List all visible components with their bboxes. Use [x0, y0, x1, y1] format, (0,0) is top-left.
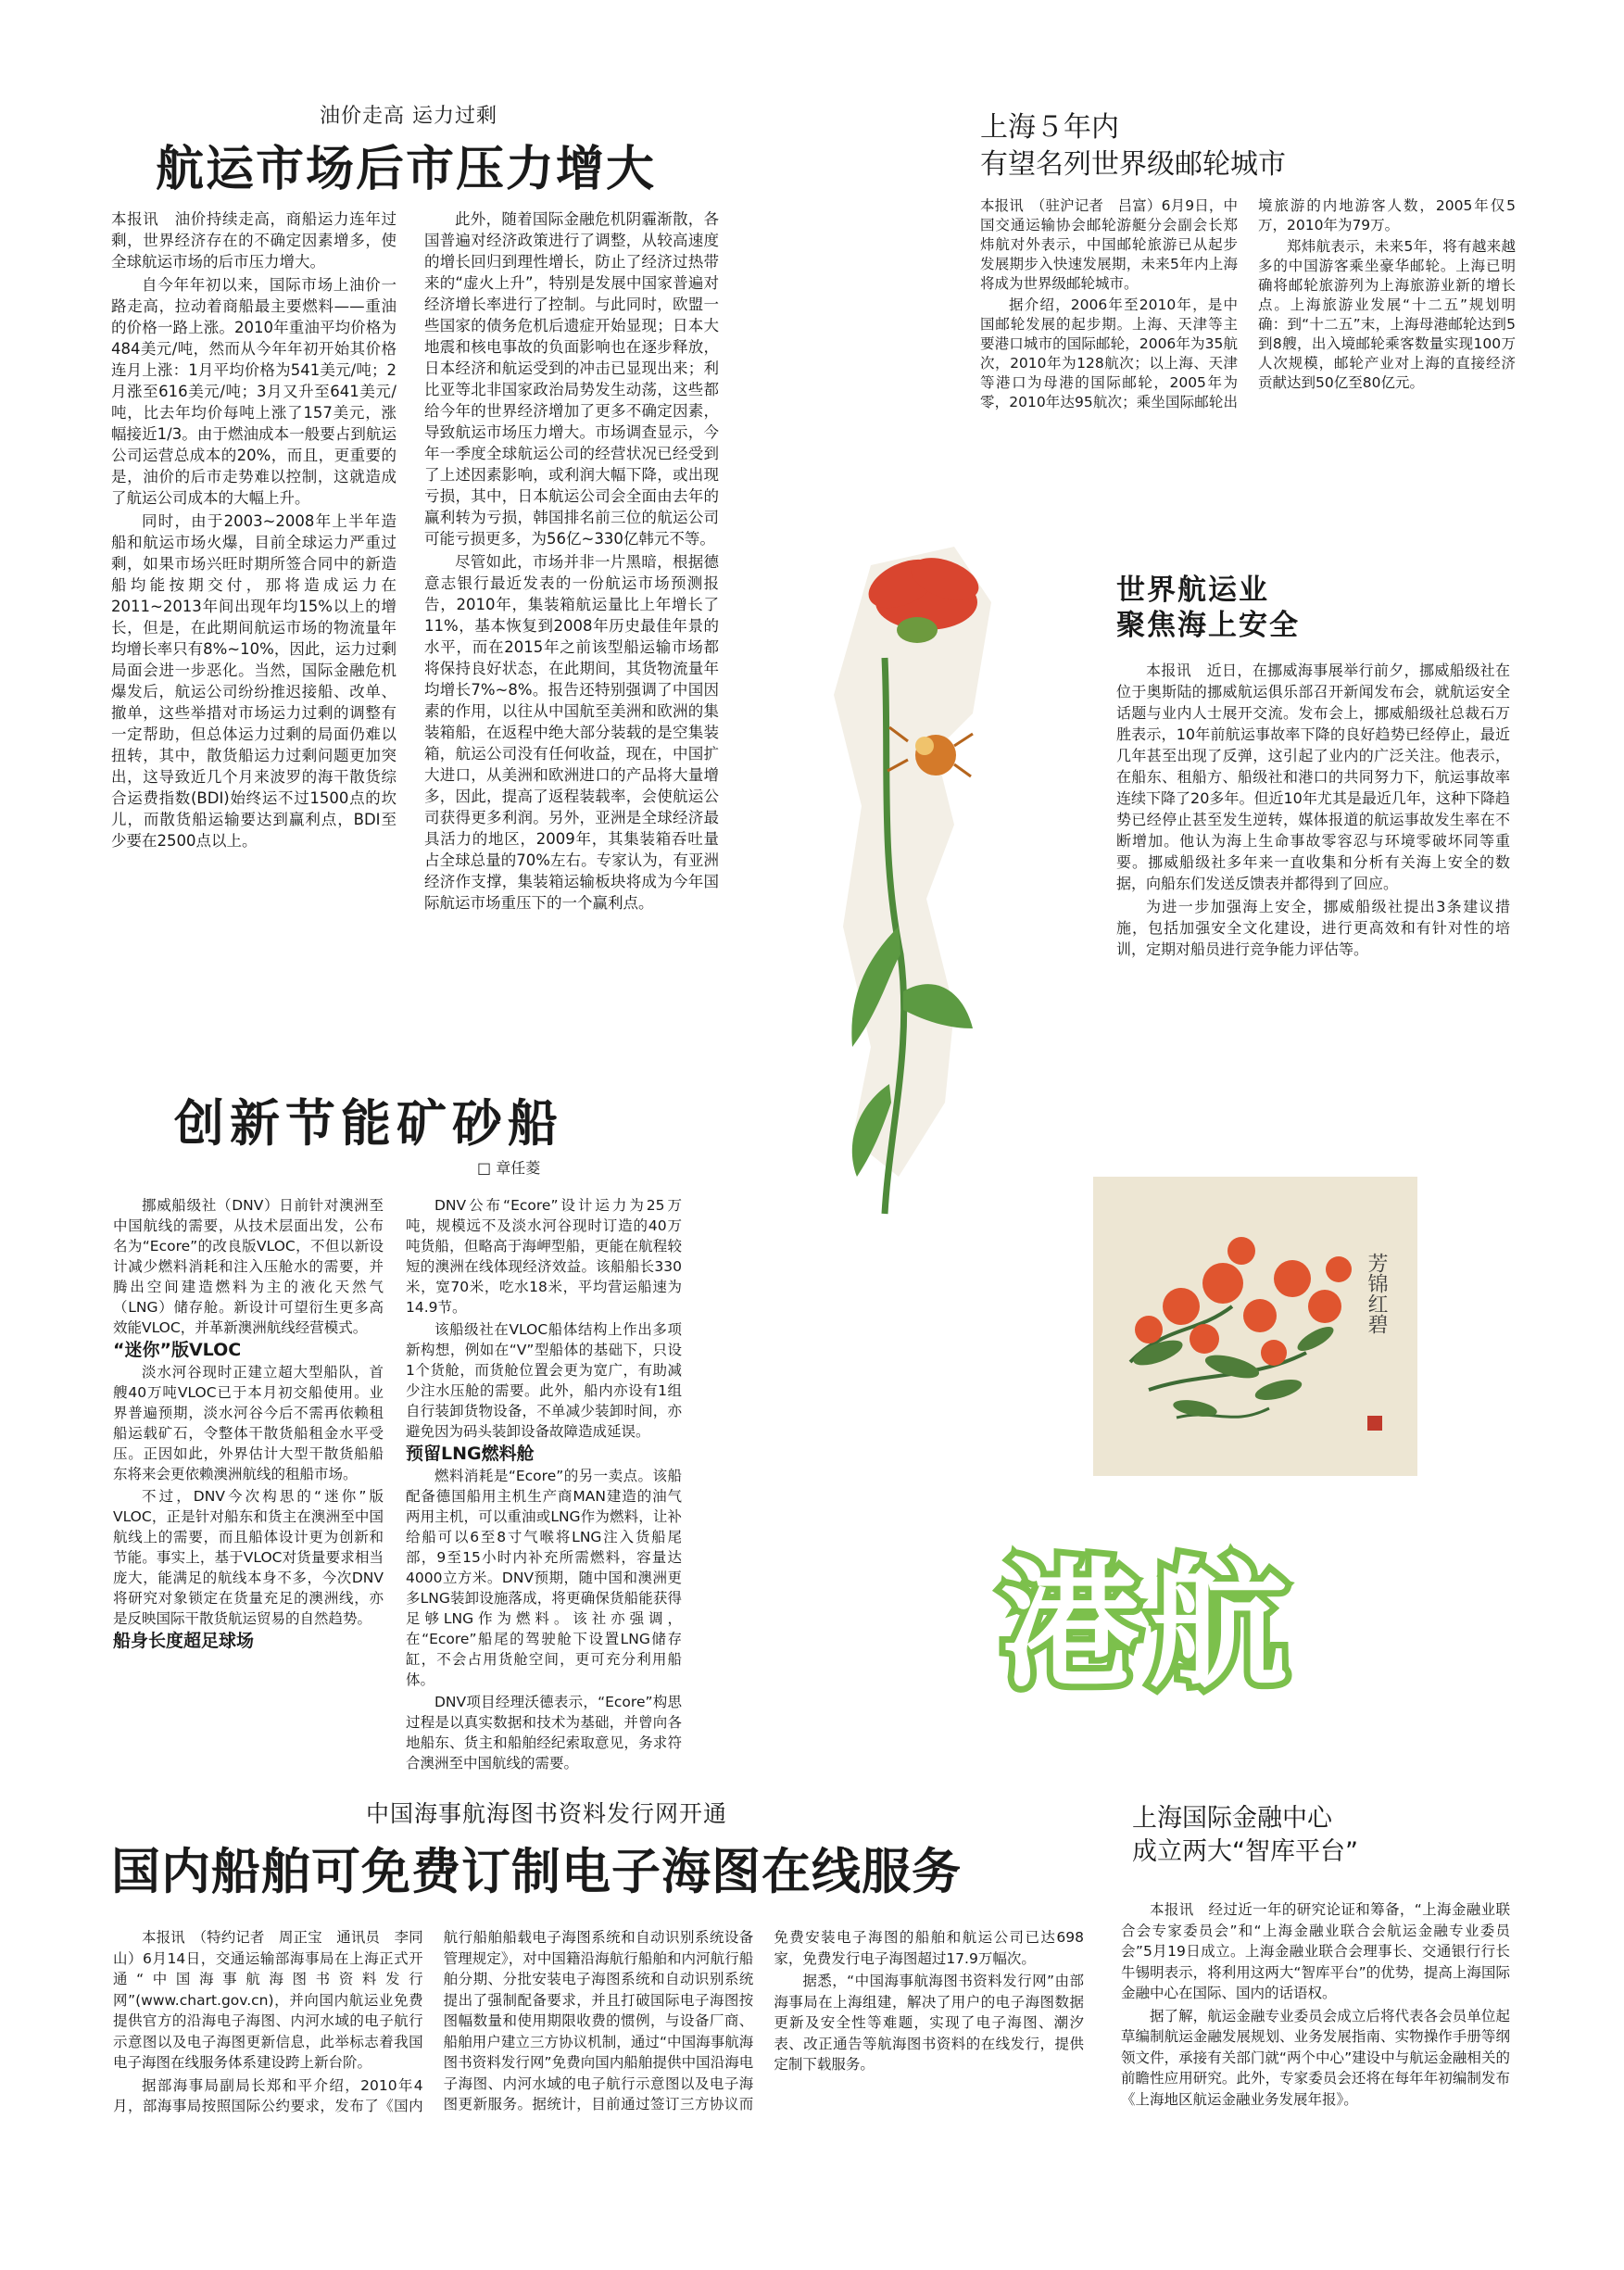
article4-subheading: “迷你”版VLOC [113, 1340, 242, 1360]
article2-title-line1: 上海５年内 [980, 111, 1119, 144]
chrysanthemum-illustration [815, 528, 1001, 1232]
article1-paragraph: 此外，随着国际金融危机阴霾渐散，各国普遍对经济政策进行了调整，从较高速度的增长回归到理性增长，防止了经济过热带来的“虚火上升”，特别是发展中国家普遍对经济增长率进行了控制。与此同时，欧盟一些国家的债务危机后遗症开始显现；日本大地震和核电事故的负面影响也在逐步释放，日本经济和航运受到的冲击已显现出来；利比亚等北非国家政治局势发生动荡，这些都给今年的世界经济增加了更多不确定因素，导致航运市场压力增大。市场调查显示，今年一季度全球航运公司的经营状况已经受到了上述因素影响，或利润大幅下降，或出现亏损，其中，日本航运公司会全面由去年的赢利转为亏损，韩国排名前三位的航运公司可能亏损更多，为56亿~330亿韩元不等。 [424, 210, 719, 548]
article6-title [1132, 1802, 1358, 1869]
article6-body [1121, 1899, 1510, 2251]
painting-seal [1367, 1416, 1382, 1431]
article6-title-line2: 成立两大“智库平台” [1132, 1837, 1358, 1866]
article2-paragraph: 本报讯 （驻沪记者 吕富）6月9日，中国交通运输协会邮轮游艇分会副会长郑炜航对外表示，中国邮轮旅游已从起步发展期步入快速发展期，未来5年内上海将成为世界级邮轮城市。 [980, 197, 1238, 292]
article4-byline: □ 章任菱 [477, 1159, 541, 1177]
article3-title [1116, 573, 1300, 643]
article6-title-line1: 上海国际金融中心 [1132, 1804, 1332, 1833]
article4-paragraph: DNV公布“Ecore”设计运力为25万吨，规模远不及淡水河谷现时订造的40万吨货船，但略高于海岬型船，更能在航程较短的澳洲在线体现经济效益。该船船长330米，宽70米，吃水18米，平均营运船速为14.9节。 [406, 1197, 682, 1316]
article2-body [980, 196, 1516, 439]
section-logo: 港航 [1001, 1545, 1298, 1707]
flower-painting [1093, 1177, 1417, 1476]
article3-body [1116, 660, 1510, 1060]
article2-title [980, 109, 1286, 183]
article5-title: 国内船舶可免费订制电子海图在线服务 [111, 1843, 962, 1900]
article2-paragraph: 据介绍，2006年至2010年，是中国邮轮发展的起步期。上海、天津等主要港口城市的国际邮轮，2006年为35航次，2010年为128航次；以上海、天津等港口为母港的国际邮轮，2005年为零，2010年达95航次；乘坐国际邮轮出境旅游的内地游客人数，2005年仅5万，2010年为79万。 [980, 197, 1516, 410]
article1-paragraph: 尽管如此，市场并非一片黑暗，根据德意志银行最近发表的一份航运市场预测报告，2010年，集装箱航运量比上年增长了11%，基本恢复到2008年历史最佳年景的水平，而在2015年之前该型船运输市场都将保持良好状态，在此期间，其货物流量年均增长7%~8%。报告还特别强调了中国因素的作用，以往从中国航至美洲和欧洲的集装箱船，在返程中绝大部分装载的是空集装箱，航运公司没有任何收益，现在，中国扩大进口，从美洲和欧洲进口的产品将大量增多，因此，提高了返程装载率，会使航运公司获得更多利润。另外，亚洲是全球经济最具活力的地区，2009年，其集装箱吞吐量占全球总量的70%左右。专家认为，有亚洲经济作支撑，集装箱运输板块将成为今年国际航运市场重压下的一个赢利点。 [424, 553, 719, 912]
article1-col1 [111, 208, 397, 1015]
article1-paragraph: 自今年年初以来，国际市场上油价一路走高，拉动着商船最主要燃料——重油的价格一路上涨。2010年重油平均价格为484美元/吨，然而从今年年初开始其价格连月上涨：1月平均价格为541美元/吨；2月涨至616美元/吨；3月又升至641美元/吨，比去年均价每吨上涨了157美元，涨幅接近1/3。由于燃油成本一般要占到航运公司运营总成本的20%，而且，更重要的是，油价的后市走势难以控制，这就造成了航运公司成本的大幅上升。 [111, 276, 397, 507]
article4-col1 [113, 1195, 384, 1751]
article4-paragraph: 燃料消耗是“Ecore”的另一卖点。该船配备德国船用主机生产商MAN建造的油气两用主机，可以重油或LNG作为燃料，让补给船可以6至8寸气喉将LNG注入货船尾部，9至15小时内补充所需燃料，容量达4000立方米。DNV预期，随中国和澳洲更多LNG装卸设施落成，将更确保货船能获得足够LNG作为燃料。该社亦强调，在“Ecore”船尾的驾驶舱下设置LNG储存缸，不会占用货舱空间，更可充分利用船体。 [406, 1468, 682, 1688]
article3-title-line2: 聚焦海上安全 [1116, 609, 1300, 642]
painting-signature: 芳锦红碧 [1365, 1253, 1388, 1334]
article1-paragraph: 同时，由于2003~2008年上半年造船和航运市场火爆，目前全球运力严重过剩，如果市场兴旺时期所签合同中的新造船均能按期交付，那将造成运力在2011~2013年间出现年均15%以上的增长，但是，在此期间航运市场的物流量年均增长率只有8%~10%，因此，运力过剩局面会进一步恶化。当然，国际金融危机爆发后，航运公司纷纷推迟接船、改单、撤单，这些举措对市场运力过剩的调整有一定帮助，但总体运力过剩的局面仍难以扭转，其中，散货船运力过剩问题更加突出，这导致近几个月来波罗的海干散货综合运费指数(BDI)始终运不过1500点的坎儿，而散货船运输要达到赢利点，BDI至少要在2500点以上。 [111, 512, 397, 850]
article5-kicker: 中国海事航海图书资料发行网开通 [366, 1800, 728, 1827]
article2-title-line2: 有望名列世界级邮轮城市 [980, 148, 1286, 181]
article3-paragraph: 本报讯 近日，在挪威海事展举行前夕，挪威船级社在位于奥斯陆的挪威航运俱乐部召开新闻发布会，就航运安全话题与业内人士展开交流。发布会上，挪威船级社总裁石万胜表示，10年前航运事故率下降的良好趋势已经停止，最近几年甚至出现了反弹，这引起了业内的广泛关注。他表示，在船东、租船方、船级社和港口的共同努力下，航运事故率连续下降了20多年。但近10年尤其是最近几年，这种下降趋势已经停止甚至发生逆转，媒体报道的航运事故发生率在不断增加。他认为海上生命事故零容忍与环境零破坏同等重要。挪威船级社多年来一直收集和分析有关海上安全的数据，向船东们发送反馈表并都得到了回应。 [1116, 662, 1510, 892]
article3-paragraph: 为进一步加强海上安全，挪威船级社提出3条建议措施，包括加强安全文化建设，进行更高效和有针对性的培训，定期对船员进行竞争能力评估等。 [1116, 898, 1510, 958]
article4-intro: 挪威船级社（DNV）日前针对澳洲至中国航线的需要，从技术层面出发，公布名为“Ecore”的改良版VLOC，不但以新设计减少燃料消耗和注入压舱水的需要，并腾出空间建造燃料为主的液化天然气（LNG）储存舱。新设计可望衍生更多高效能VLOC，并革新澳洲航线经营模式。 [113, 1197, 384, 1336]
article5-paragraph: 据部海事局副局长郑和平介绍，2010年4月，部海事局按照国际公约要求，发布了《国内航行船舶船载电子海图系统和自动识别系统设备管理规定》，对中国籍沿海航行船舶和内河航行船舶分期、分批安装电子海图系统和自动识别系统提出了强制配备要求，并且打破国际电子海图按图幅数量和使用期限收费的惯例，与设备厂商、船舶用户建立三方协议机制，通过“中国海事航海图书资料发行网”免费向国内船舶提供中国沿海电子海图、内河水域的电子航行示意图以及电子海图更新服务。据统计，目前通过签订三方协议而免费安装电子海图的船舶和航运公司已达698家，免费发行电子海图超过17.9万幅次。 [113, 1929, 1084, 2114]
article5-paragraph: 本报讯 （特约记者 周正宝 通讯员 李同山）6月14日，交通运输部海事局在上海正式开通“中国海事航海图书资料发行网”(www.chart.gov.cn)，并向国内航运业免费提供官方的沿海电子海图、内河水域的电子航行示意图以及电子海图更新信息，此举标志着我国电子海图在线服务体系建设跨上新台阶。 [113, 1929, 423, 2071]
article4-paragraph: DNV项目经理沃德表示，“Ecore”构思过程是以真实数据和技术为基础，并曾向各地船东、货主和船舶经纪索取意见，务求符合澳洲至中国航线的需要。 [406, 1694, 682, 1772]
article1-col2 [424, 208, 719, 1015]
article1-title: 航运市场后市压力增大 [156, 141, 657, 197]
article4-title: 创新节能矿砂船 [174, 1093, 563, 1153]
article4-paragraph: 淡水河谷现时正建立超大型船队，首艘40万吨VLOC已于本月初交船使用。业界普遍预期，淡水河谷今后不需再依赖租船运载矿石，令整体干散货船租金水平受压。正因如此，外界估计大型干散货船船东将来会更依赖澳洲航线的租船市场。 [113, 1364, 384, 1482]
article1-paragraph: 本报讯 油价持续走高，商船运力连年过剩，世界经济存在的不确定因素增多，使全球航运市场的后市压力增大。 [111, 210, 397, 271]
article4-subheading: 船身长度超足球场 [113, 1631, 255, 1651]
article4-paragraph: 该船级社在VLOC船体结构上作出多项新构想，例如在“V”型船体的基础下，只设1个货舱，而货舱位置会更为宽广，有助减少注水压舱的需要。此外，船内亦设有1组自行装卸货物设备，不单减少装卸时间，亦避免因为码头装卸设备故障造成延误。 [406, 1321, 682, 1440]
article3-title-line1: 世界航运业 [1116, 574, 1269, 607]
article4-subheading: 预留LNG燃料舱 [406, 1444, 535, 1464]
article4-paragraph: 不过，DNV今次构思的“迷你”版VLOC，正是针对船东和货主在澳洲至中国航线上的需要，而且船体设计更为创新和节能。事实上，基于VLOC对货量要求相当庞大，能满足的航线本身不多，今次DNV将研究对象锁定在货量充足的澳洲线，亦是反映国际干散货航运贸易的自然趋势。 [113, 1488, 384, 1627]
article6-paragraph: 据了解，航运金融专业委员会成立后将代表各会员单位起草编制航运金融发展规划、业务发展指南、实物操作手册等纲领文件，承接有关部门就“两个中心”建设中与航运金融相关的前瞻性应用研究。此外，专家委员会还将在每年年初编制发布《上海地区航运金融业务发展年报》。 [1121, 2007, 1510, 2108]
article4-col2 [406, 1195, 682, 1772]
article5-paragraph: 据悉，“中国海事航海图书资料发行网”由部海事局在上海组建，解决了用户的电子海图数据更新及安全性等难题，实现了电子海图、潮汐表、改正通告等航海图书资料的在线发行，提供定制下载服务。 [774, 1973, 1084, 2073]
article2-paragraph: 郑炜航表示，未来5年，将有越来越多的中国游客乘坐豪华邮轮。上海已明确将邮轮旅游列为上海旅游业新的增长点。上海旅游业发展“十二五”规划明确：到“十二五”末，上海母港邮轮达到5到8艘，出入境邮轮乘客数量实现100万人次规模，邮轮产业对上海的直接经济贡献达到50亿至80亿元。 [1258, 238, 1516, 391]
article5-body [113, 1927, 1084, 2251]
article1-kicker: 油价走高 运力过剩 [320, 105, 497, 128]
article6-paragraph: 本报讯 经过近一年的研究论证和筹备，“上海金融业联合会专家委员会”和“上海金融业联合会航运金融专业委员会”5月19日成立。上海金融业联合会理事长、交通银行行长牛锡明表示，将利用这两大“智库平台”的优势，提高上海国际金融中心在国际、国内的话语权。 [1121, 1901, 1510, 2001]
